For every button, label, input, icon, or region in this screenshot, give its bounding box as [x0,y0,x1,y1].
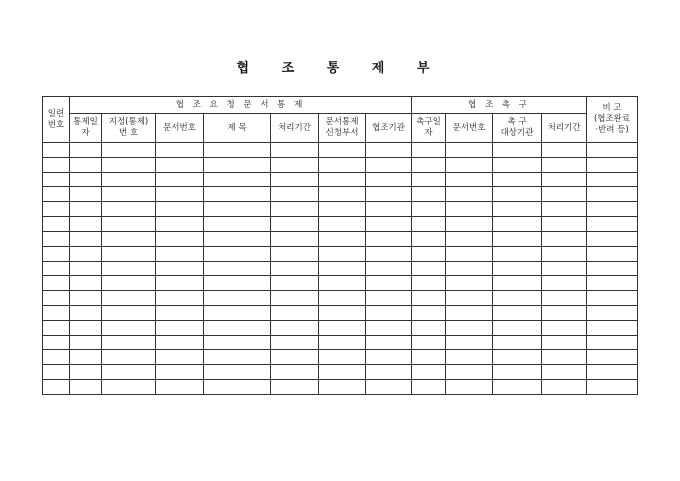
control-date-header: 통제일 자 [70,114,102,143]
table-cell [446,276,493,291]
table-cell [102,172,156,187]
table-cell [542,172,587,187]
table-cell [70,231,102,246]
table-cell [493,261,542,276]
table-cell [204,335,271,350]
table-cell [271,187,319,202]
table-cell [43,246,70,261]
table-cell [587,365,638,380]
table-cell [493,217,542,232]
table-cell [43,276,70,291]
table-cell [412,276,446,291]
table-cell [412,261,446,276]
table-row [43,276,638,291]
table-cell [204,157,271,172]
table-cell [446,157,493,172]
table-row [43,202,638,217]
table-cell [204,365,271,380]
table-cell [102,231,156,246]
table-cell [542,320,587,335]
table-cell [587,172,638,187]
table-cell [102,365,156,380]
table-cell [319,335,366,350]
table-cell [70,261,102,276]
table-cell [70,305,102,320]
table-cell [493,246,542,261]
table-cell [412,217,446,232]
table-cell [493,380,542,395]
table-cell [319,202,366,217]
table-cell [446,187,493,202]
table-cell [70,291,102,306]
table-cell [412,143,446,158]
table-cell [366,217,412,232]
table-cell [271,291,319,306]
table-cell [412,365,446,380]
table-cell [587,350,638,365]
table-cell [446,380,493,395]
reminder-date-header: 촉구일 자 [412,114,446,143]
table-cell [43,231,70,246]
table-cell [156,172,204,187]
table-cell [493,320,542,335]
table-cell [446,291,493,306]
table-row [43,187,638,202]
table-cell [43,380,70,395]
table-cell [156,291,204,306]
cooperation-control-ledger [42,96,638,395]
table-cell [271,276,319,291]
table-cell [366,261,412,276]
serial-number-header: 일련 번호 [43,97,70,143]
table-cell [70,202,102,217]
table-cell [70,276,102,291]
table-cell [70,143,102,158]
table-cell [587,231,638,246]
table-cell [102,276,156,291]
table-cell [102,305,156,320]
table-cell [319,261,366,276]
table-cell [587,320,638,335]
table-cell [587,157,638,172]
table-cell [366,246,412,261]
table-cell [271,157,319,172]
table-cell [446,305,493,320]
table-cell [493,350,542,365]
table-row [43,217,638,232]
table-cell [271,143,319,158]
table-cell [43,187,70,202]
table-cell [366,335,412,350]
table-cell [70,217,102,232]
table-cell [366,157,412,172]
table-cell [366,276,412,291]
table-cell [587,291,638,306]
table-cell [446,350,493,365]
processing-period-header: 처리기간 [271,114,319,143]
table-cell [493,202,542,217]
table-row [43,335,638,350]
designated-number-header: 지정(통제) 번 호 [102,114,156,143]
table-cell [542,291,587,306]
table-cell [412,187,446,202]
table-cell [156,202,204,217]
table-cell [412,172,446,187]
table-cell [587,217,638,232]
table-cell [271,202,319,217]
table-cell [102,217,156,232]
table-cell [43,143,70,158]
table-cell [102,380,156,395]
table-cell [542,365,587,380]
table-cell [493,143,542,158]
table-cell [366,172,412,187]
table-cell [204,291,271,306]
table-cell [70,335,102,350]
table-cell [271,261,319,276]
document-title: 협 조 통 제 부 [236,61,444,76]
table-cell [271,350,319,365]
table-cell [156,276,204,291]
table-cell [43,157,70,172]
table-cell [587,335,638,350]
table-cell [70,365,102,380]
document-number-header: 문서번호 [156,114,204,143]
table-cell [587,305,638,320]
table-cell [493,157,542,172]
table-cell [271,320,319,335]
table-cell [542,350,587,365]
table-row [43,261,638,276]
table-cell [446,231,493,246]
table-cell [43,350,70,365]
table-cell [493,276,542,291]
table-cell [542,305,587,320]
table-cell [412,202,446,217]
table-row [43,143,638,158]
table-cell [204,217,271,232]
table-cell [446,335,493,350]
table-cell [366,320,412,335]
table-cell [43,291,70,306]
table-cell [412,157,446,172]
table-cell [542,217,587,232]
table-cell [156,350,204,365]
table-cell [271,335,319,350]
table-cell [493,305,542,320]
table-cell [412,320,446,335]
table-cell [102,157,156,172]
table-cell [43,172,70,187]
table-cell [319,143,366,158]
table-cell [43,202,70,217]
table-cell [156,231,204,246]
table-cell [412,246,446,261]
table-row [43,350,638,365]
table-cell [319,365,366,380]
table-row [43,157,638,172]
table-cell [412,305,446,320]
table-cell [204,305,271,320]
table-cell [43,217,70,232]
table-cell [542,187,587,202]
table-cell [156,305,204,320]
table-cell [156,380,204,395]
table-cell [319,320,366,335]
table-cell [493,231,542,246]
table-cell [366,365,412,380]
table-cell [366,380,412,395]
table-cell [493,335,542,350]
table-cell [587,202,638,217]
table-cell [542,276,587,291]
table-cell [587,143,638,158]
table-cell [366,350,412,365]
table-cell [446,320,493,335]
table-cell [43,261,70,276]
table-cell [412,380,446,395]
table-cell [156,143,204,158]
requesting-department-header: 문서통제 신청부서 [319,114,366,143]
table-cell [366,202,412,217]
table-cell [204,261,271,276]
table-cell [542,231,587,246]
table-row [43,172,638,187]
table-cell [542,335,587,350]
table-cell [70,380,102,395]
table-cell [204,246,271,261]
table-cell [102,202,156,217]
table-cell [102,246,156,261]
table-cell [102,335,156,350]
table-cell [43,335,70,350]
table-cell [204,143,271,158]
table-cell [319,246,366,261]
table-cell [319,276,366,291]
table-cell [43,320,70,335]
table-cell [271,246,319,261]
table-cell [446,246,493,261]
table-cell [412,291,446,306]
cooperating-agency-header: 협조기관 [366,114,412,143]
table-cell [542,202,587,217]
table-cell [493,365,542,380]
table-cell [70,246,102,261]
table-cell [43,365,70,380]
table-cell [271,380,319,395]
table-cell [156,261,204,276]
table-cell [319,291,366,306]
table-cell [542,246,587,261]
subject-header: 제 목 [204,114,271,143]
table-cell [587,380,638,395]
table-cell [156,217,204,232]
table-cell [70,320,102,335]
table-row [43,365,638,380]
table-cell [412,335,446,350]
table-cell [587,276,638,291]
table-row [43,305,638,320]
table-row [43,291,638,306]
table-cell [271,172,319,187]
table-cell [493,291,542,306]
table-cell [102,187,156,202]
reminder-processing-period-header: 처리기간 [542,114,587,143]
table-cell [204,172,271,187]
table-cell [319,231,366,246]
table-cell [366,291,412,306]
table-cell [102,350,156,365]
table-cell [493,172,542,187]
table-cell [319,380,366,395]
table-cell [204,231,271,246]
table-cell [542,380,587,395]
table-cell [204,350,271,365]
table-cell [204,276,271,291]
table-cell [319,217,366,232]
table-cell [204,320,271,335]
table-cell [412,350,446,365]
table-cell [43,305,70,320]
table-cell [319,157,366,172]
table-cell [542,261,587,276]
table-cell [204,202,271,217]
table-cell [366,143,412,158]
reminder-target-agency-header: 촉 구 대상기관 [493,114,542,143]
request-document-control-header: 협 조 요 청 문 서 통 제 [70,97,412,114]
table-cell [102,261,156,276]
table-cell [271,231,319,246]
table-cell [156,335,204,350]
table-cell [446,261,493,276]
table-cell [156,187,204,202]
table-cell [587,246,638,261]
table-cell [446,217,493,232]
remarks-header: 비 고 (협조완료 ·반려 등) [587,97,638,143]
table-row [43,231,638,246]
table-row [43,246,638,261]
table-cell [542,143,587,158]
table-cell [319,305,366,320]
table-cell [446,365,493,380]
table-cell [156,246,204,261]
ledger-body [43,143,638,395]
table-cell [412,231,446,246]
table-cell [271,305,319,320]
table-cell [587,261,638,276]
table-cell [319,350,366,365]
table-cell [319,187,366,202]
table-cell [204,380,271,395]
table-row [43,380,638,395]
table-cell [493,187,542,202]
table-cell [446,202,493,217]
table-cell [70,187,102,202]
table-cell [70,157,102,172]
table-cell [70,172,102,187]
table-cell [156,320,204,335]
table-cell [156,365,204,380]
table-cell [319,172,366,187]
table-row [43,320,638,335]
table-cell [366,187,412,202]
reminder-document-number-header: 문서번호 [446,114,493,143]
table-cell [271,365,319,380]
cooperation-reminder-header: 협 조 촉 구 [412,97,587,114]
table-cell [102,320,156,335]
table-cell [70,350,102,365]
table-cell [366,231,412,246]
table-cell [542,157,587,172]
table-cell [587,187,638,202]
table-cell [366,305,412,320]
table-cell [102,291,156,306]
table-cell [156,157,204,172]
table-cell [271,217,319,232]
table-cell [446,143,493,158]
table-cell [204,187,271,202]
table-cell [446,172,493,187]
table-cell [102,143,156,158]
